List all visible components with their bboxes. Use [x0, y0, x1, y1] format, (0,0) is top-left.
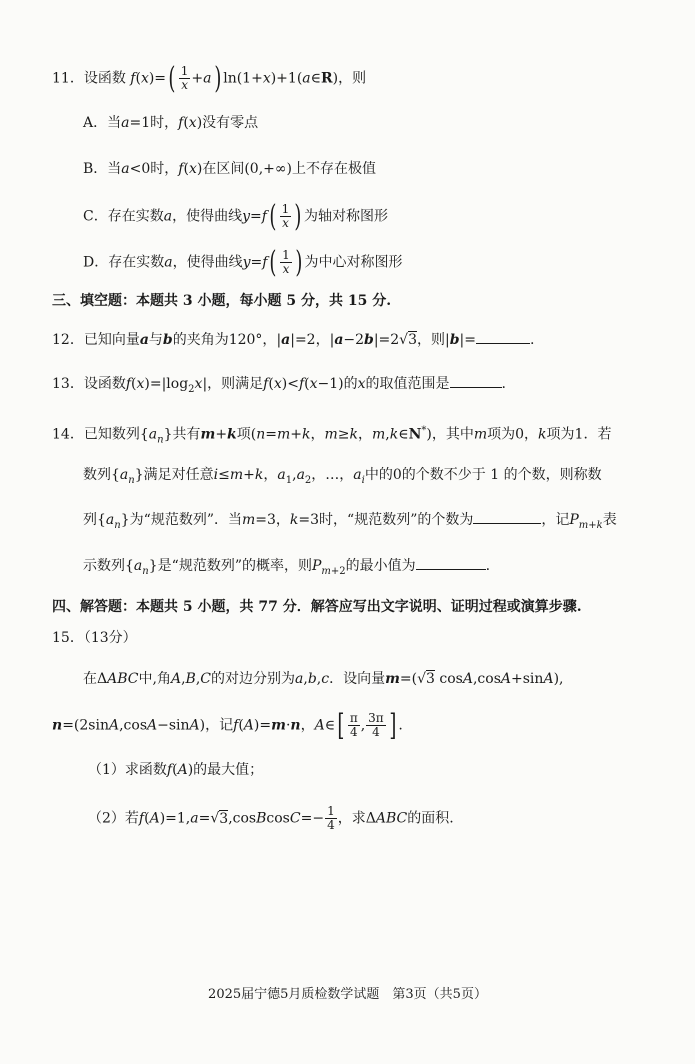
q11-option-d: D．存在实数a，使得曲线y=f( $\frac{1}{x}$ ) 为中心对称图形 [83, 244, 403, 280]
q14-line-2: 数列$\{a_n\}$满足对任意i≤m+k，$a_1,a_2$，…，$a_i$中的0的个数不少于 1 的个数，则称数 [83, 467, 602, 486]
q15-line-1: 在ΔABC中,角A,B,C的对边分别为a,b,c．设向量m=(√3 cosA,cosA+sinA), [83, 671, 564, 687]
q12: 12．已知向量a与b的夹角为120°，|a|=2，|a−2b|=2√3，则|b|= . [52, 332, 535, 348]
page-footer: 2025届宁德5月质检数学试题 第3页（共5页） [208, 987, 487, 1002]
q11-option-b: B．当a<0时，f(x)在区间(0,+∞)上不存在极值 [83, 161, 377, 177]
section-solution-heading: 四、解答题：本题共 5 小题，共 77 分．解答应写出文字说明、证明过程或演算步骤. [52, 599, 582, 615]
q15-line-2: n=(2sinA,cosA−sinA)，记f(A)=m·n，A∈[ $\frac{\pi}{4}$ , $\frac{3\pi}{4}$ ] . [52, 707, 403, 743]
section-fill-in-heading: 三、填空题：本题共 3 小题，每小题 5 分，共 15 分. [52, 293, 392, 309]
q15-part-1: （1）求函数f(A)的最大值； [88, 762, 264, 778]
q14-line-1: 14．已知数列$\{a_n\}$共有m+k项(n=m+k，m≥k，m,k∈N*)，其中m项为0，k项为1．若 [52, 425, 612, 446]
q11-option-a: A．当a=1时，f(x)没有零点 [83, 115, 259, 131]
q15-heading: 15．（13分） [52, 630, 137, 646]
q15-part-2: （2）若f(A)=1,a=√3,cosBcosC=− $\frac{1}{4}$ ，求ΔABC的面积. [88, 804, 454, 832]
q11-stem: 11．设函数 f(x)=( $\frac{1}{x}$ +a) ln(1+x)+1(a∈R)，则 [52, 60, 367, 96]
q14-line-4: 示数列$\{a_n\}$是“规范数列”的概率，则$P_{m+2}$的最小值为 . [83, 558, 491, 577]
q14-line-3: 列$\{a_n\}$为“规范数列”．当m=3，k=3时，“规范数列”的个数为 ，记$P_{m+k}$表 [83, 512, 617, 531]
q11-option-c: C．存在实数a，使得曲线y=f( $\frac{1}{x}$ ) 为轴对称图形 [83, 198, 388, 234]
q13: 13．设函数$f(x)=|\log_2x|$，则满足f(x)<f(x−1)的x的取值范围是 . [52, 376, 506, 395]
